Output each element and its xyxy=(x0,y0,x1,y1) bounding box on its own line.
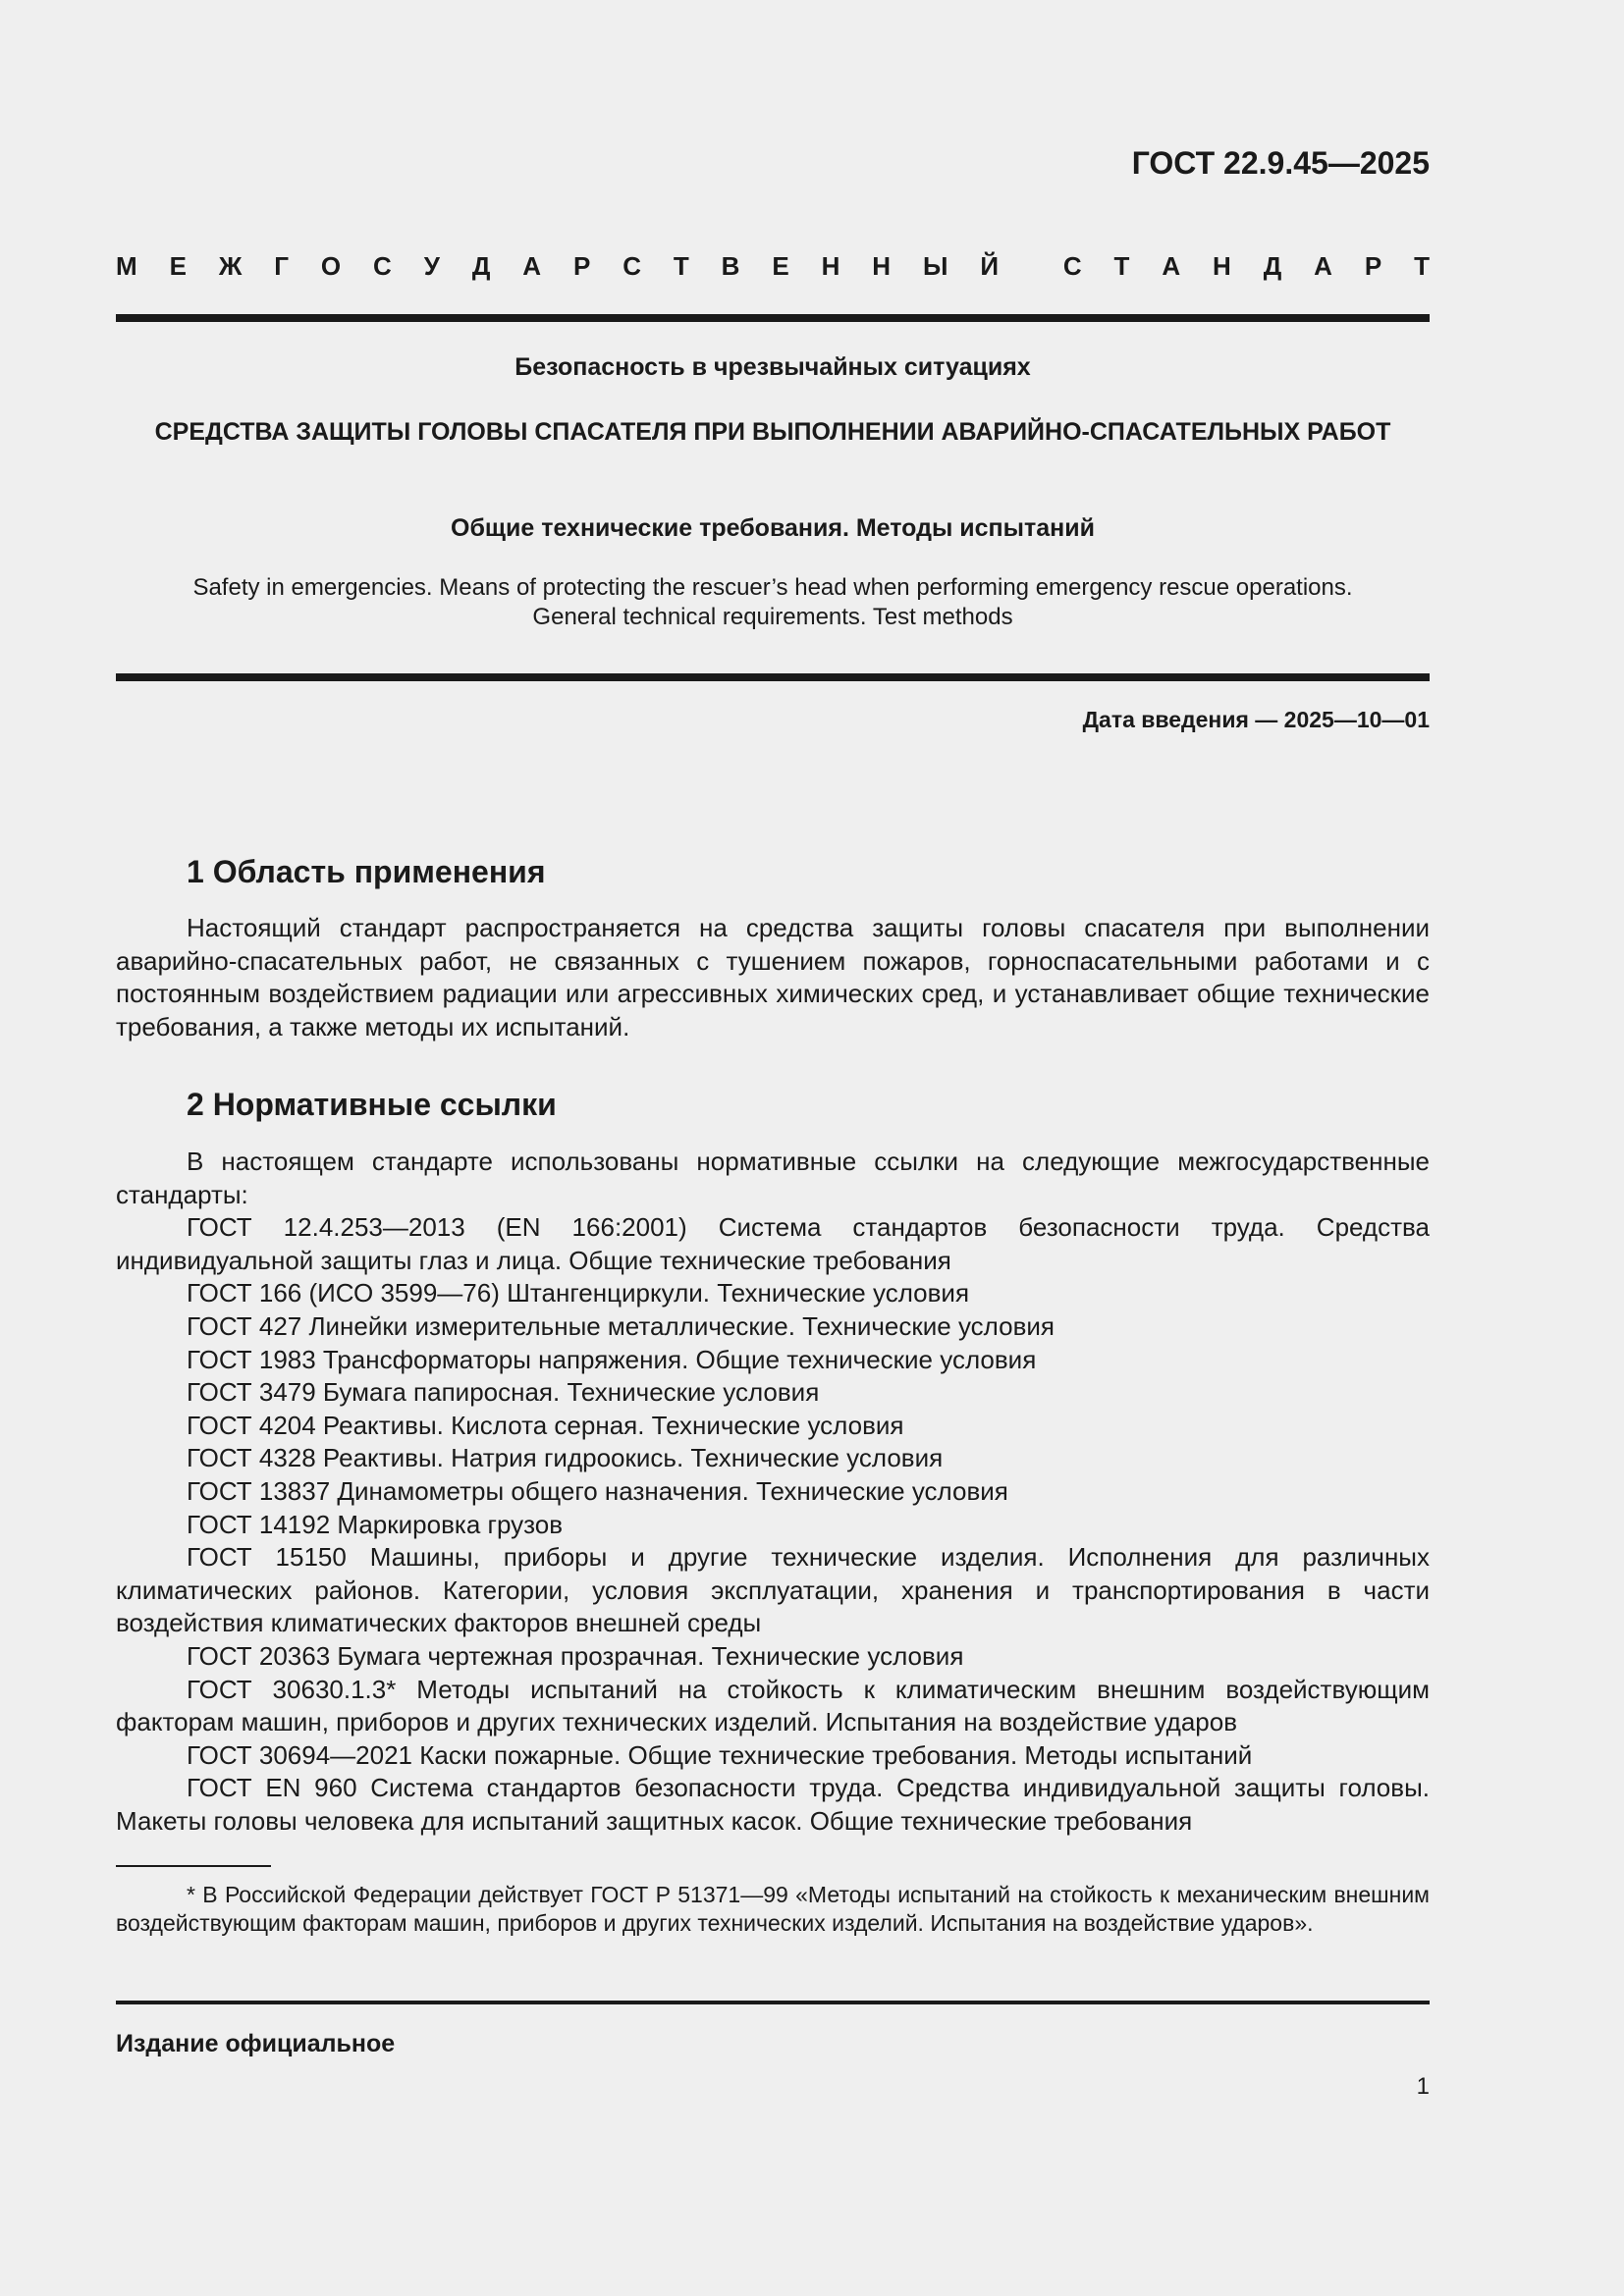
normative-reference: ГОСТ 20363 Бумага чертежная прозрачная. Технические условия xyxy=(187,1640,964,1671)
normative-reference: ГОСТ 30630.1.3* Методы испытаний на стойкость к климатическим внешним воздействующим факторам машин, приборов и других технических изделий. Испытания на воздействие ударов xyxy=(116,1674,1430,1737)
header-rule xyxy=(116,314,1430,322)
banner-letter: Г xyxy=(274,251,289,281)
banner-letter: М xyxy=(116,251,137,281)
banner-letter: Н xyxy=(872,251,892,281)
section-1-heading: 1 Область применения xyxy=(187,854,546,889)
normative-reference: ГОСТ 14192 Маркировка грузов xyxy=(187,1509,564,1539)
banner-letter: Н xyxy=(821,251,840,281)
banner-letter: А xyxy=(522,251,542,281)
banner-letter: Т xyxy=(673,251,689,281)
footnote-rule xyxy=(116,1865,271,1867)
normative-reference: ГОСТ 166 (ИСО 3599—76) Штангенциркули. Технические условия xyxy=(187,1278,970,1308)
normative-reference: ГОСТ 427 Линейки измерительные металлические. Технические условия xyxy=(187,1310,1055,1341)
interstate-standard-banner xyxy=(116,251,1430,282)
page-number: 1 xyxy=(1416,2073,1430,2100)
section-1-body xyxy=(116,912,1430,1043)
title-rule xyxy=(116,673,1430,681)
banner-letter: О xyxy=(320,251,342,281)
normative-reference: ГОСТ 3479 Бумага папиросная. Технические условия xyxy=(187,1377,820,1408)
banner-letter: Р xyxy=(1364,251,1382,281)
official-edition-label: Издание официальное xyxy=(116,2030,396,2057)
banner-letter: Н xyxy=(1213,251,1231,281)
banner-letter: С xyxy=(1062,251,1082,281)
footnote: * В Российской Федерации действует ГОСТ Р 51371—99 «Методы испытаний на стойкость к механическим внешним воздействующим факторам машин, приборов и других технических изделий. Испытания на воздействие ударов». xyxy=(116,1882,1430,1936)
banner-letter: Д xyxy=(1263,251,1282,281)
banner-letter: Р xyxy=(572,251,591,281)
normative-reference: ГОСТ 30694—2021 Каски пожарные. Общие технические требования. Методы испытаний xyxy=(187,1739,1253,1770)
section-2-intro: В настоящем стандарте использованы нормативные ссылки на следующие межгосударственные стандарты: xyxy=(116,1147,1430,1209)
normative-reference: ГОСТ 1983 Трансформаторы напряжения. Общие технические условия xyxy=(187,1344,1037,1374)
banner-letter: Е xyxy=(169,251,187,281)
banner-letter: Т xyxy=(1414,251,1430,281)
banner-letter: Ж xyxy=(218,251,243,281)
introduction-date: Дата введения — 2025—10—01 xyxy=(1082,707,1430,732)
english-title-line-1: Safety in emergencies. Means of protecting the rescuer’s head when performing emergency rescue operations. xyxy=(192,574,1353,601)
english-title-line-2: General technical requirements. Test methods xyxy=(532,604,1013,630)
banner-letter: С xyxy=(623,251,641,281)
normative-reference: ГОСТ 13837 Динамометры общего назначения. Технические условия xyxy=(187,1475,1008,1506)
banner-letter: Е xyxy=(772,251,789,281)
normative-reference: ГОСТ 4328 Реактивы. Натрия гидроокись. Технические условия xyxy=(187,1443,944,1473)
section-2-body xyxy=(116,1146,1430,1838)
footer-rule xyxy=(116,2001,1430,2004)
english-title xyxy=(116,573,1430,632)
banner-letter: Д xyxy=(471,251,491,281)
normative-reference: ГОСТ 12.4.253—2013 (EN 166:2001) Система стандартов безопасности труда. Средства индивидуальной защиты глаз и лица. Общие технические требования xyxy=(116,1212,1430,1275)
banner-letter: А xyxy=(1314,251,1332,281)
banner-letter: А xyxy=(1162,251,1181,281)
standard-title: СРЕДСТВА ЗАЩИТЫ ГОЛОВЫ СПАСАТЕЛЯ ПРИ ВЫПОЛНЕНИИ АВАРИЙНО-СПАСАТЕЛЬНЫХ РАБОТ xyxy=(154,418,1391,446)
banner-letter: Ы xyxy=(922,251,948,281)
normative-reference: ГОСТ 4204 Реактивы. Кислота серная. Технические условия xyxy=(187,1410,904,1440)
standard-subtitle: Общие технические требования. Методы испытаний xyxy=(451,514,1095,542)
banner-letter: Т xyxy=(1113,251,1130,281)
banner-letter: В xyxy=(721,251,740,281)
normative-reference: ГОСТ 15150 Машины, приборы и другие технические изделия. Исполнения для различных климатических районов. Категории, условия эксплуатации, хранения и транспортирования в части воздействия климатических факторов внешней среды xyxy=(116,1542,1430,1638)
normative-reference: ГОСТ EN 960 Система стандартов безопасности труда. Средства индивидуальной защиты головы. Макеты головы человека для испытаний защитных касок. Общие технические требования xyxy=(116,1773,1430,1836)
section-1-paragraph: Настоящий стандарт распространяется на средства защиты головы спасателя при выполнении аварийно-спасательных работ, не связанных с тушением пожаров, горноспасательными работами и с постоянным воздействием радиации или агрессивных химических сред, и устанавливает общие технические требования, а также методы их испытаний. xyxy=(116,913,1430,1041)
banner-letter: У xyxy=(423,251,440,281)
standard-category: Безопасность в чрезвычайных ситуациях xyxy=(514,353,1031,381)
section-2-heading: 2 Нормативные ссылки xyxy=(187,1087,557,1122)
banner-letter: С xyxy=(373,251,392,281)
standard-code: ГОСТ 22.9.45—2025 xyxy=(1131,145,1430,181)
banner-letter: Й xyxy=(980,251,1000,281)
